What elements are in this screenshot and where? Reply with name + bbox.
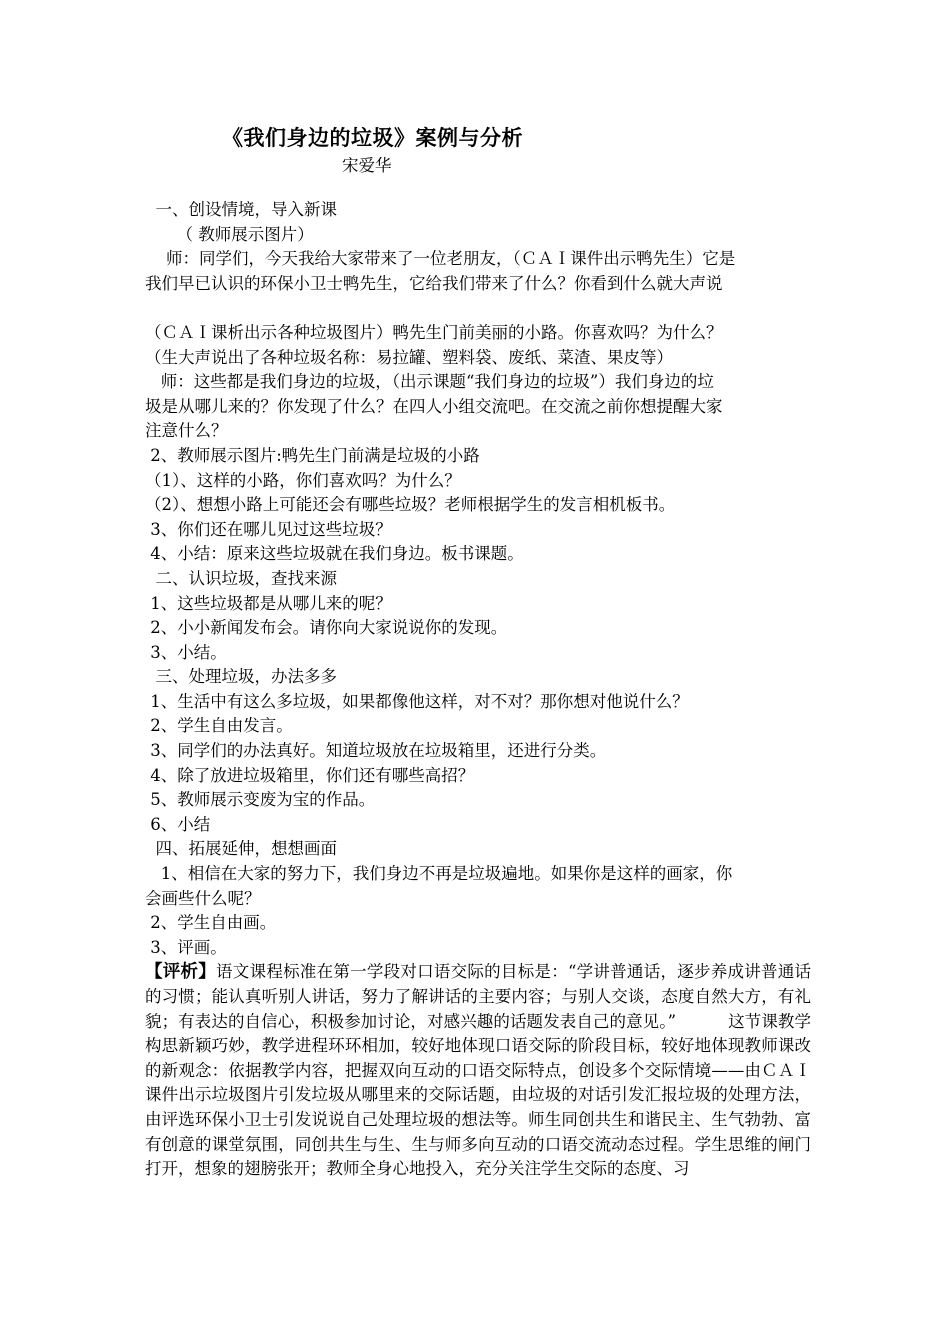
text-line xyxy=(145,296,811,321)
review-heading: 【评析】 xyxy=(145,962,217,983)
text-line: 6、小结 xyxy=(145,814,211,834)
text-line: （1）、这样的小路，你们喜欢吗？为什么？ xyxy=(145,470,461,490)
text-line: 3、你们还在哪儿见过这些垃圾？ xyxy=(145,519,392,539)
text-line: （2）、想想小路上可能还会有哪些垃圾？老师根据学生的发言相机板书。 xyxy=(145,495,676,515)
text-line: 3、同学们的办法真好。知道垃圾放在垃圾箱里，还进行分类。 xyxy=(145,741,607,761)
text-line: 2、学生自由发言。 xyxy=(145,716,293,736)
text-line: （ＣＡＩ课析出示各种垃圾图片）鸭先生门前美丽的小路。你喜欢吗？为什么？ xyxy=(145,322,723,342)
text-line: 我们早已认识的环保小卫士鸭先生，它给我们带来了什么？你看到什么就大声说 xyxy=(145,273,723,293)
text-line: 5、教师展示变废为宝的作品。 xyxy=(145,790,376,810)
text-line: 1、这些垃圾都是从哪儿来的呢？ xyxy=(145,593,392,613)
review-text-part2: 这节课教学构思新颖巧妙，教学进程环环相加，较好地体现口语交际的阶段目标，较好地体现教师课改的新观念：依据教学内容，把握双向互动的口语交际特点，创设多个交际情境——由ＣＡＩ课件出示垃圾图片引发垃圾从哪里来的交际话题，由垃圾的对话引发汇报垃圾的处理方法，由评选环保小卫士引发说说自己处理垃圾的想法等。师生同创共生和谐民主、生气勃勃、富有创意的课堂氛围，同创共生与生、生与师多向互动的口语交流动态过程。学生思维的闸门打开，想象的翅膀张开；教师全身心地投入，充分关注学生交际的态度、习 xyxy=(145,1011,812,1179)
text-line: 三、处理垃圾，办法多多 xyxy=(145,667,337,687)
text-line: 1、生活中有这么多垃圾，如果都像他这样，对不对？那你想对他说什么？ xyxy=(145,691,689,711)
text-line: 3、评画。 xyxy=(145,937,227,957)
text-line: 师：同学们，今天我给大家带来了一位老朋友，（ＣＡＩ课件出示鸭先生）它是 xyxy=(145,249,736,269)
text-line: （生大声说出了各种垃圾名称：易拉罐、塑料袋、废纸、菜渣、果皮等） xyxy=(145,347,673,367)
text-line: （ 教师展示图片） xyxy=(145,224,314,244)
document-body xyxy=(145,198,811,1182)
text-line: 圾是从哪儿来的？你发现了什么？在四人小组交流吧。在交流之前你想提醒大家 xyxy=(145,396,723,416)
text-line: 3、小结。 xyxy=(145,642,227,662)
text-line: 4、除了放进垃圾箱里，你们还有哪些高招？ xyxy=(145,765,475,785)
text-line: 2、小小新闻发布会。请你向大家说说你的发现。 xyxy=(145,618,508,638)
text-line: 1、相信在大家的努力下，我们身边不再是垃圾遍地。如果你是这样的画家，你 xyxy=(145,864,733,884)
document-author: 宋爱华 xyxy=(342,156,392,175)
text-line: 师：这些都是我们身边的垃圾，（出示课题“我们身边的垃圾”）我们身边的垃 xyxy=(145,372,714,392)
text-line: 二、认识垃圾，查找来源 xyxy=(145,568,337,588)
lesson-steps xyxy=(145,198,811,960)
review-text-part1: 语文课程标准在第一学段对口语交际的目标是：“学讲普通话，逐步养成讲普通话的习惯；能认真听别人讲话，努力了解讲话的主要内容；与别人交谈，态度自然大方，有礼貌；有表达的自信心，积极参加讨论，对感兴趣的话题发表自己的意见。” xyxy=(145,962,812,1031)
document-title: 《我们身边的垃圾》案例与分析 xyxy=(222,125,523,150)
review-paragraph xyxy=(145,960,811,1181)
text-line: 2、学生自由画。 xyxy=(145,913,277,933)
text-line: 四、拓展延伸，想想画面 xyxy=(145,839,337,859)
text-line: 会画些什么呢？ xyxy=(145,888,261,908)
text-line: 注意什么？ xyxy=(145,421,228,441)
text-line: 2、教师展示图片:鸭先生门前满是垃圾的小路 xyxy=(145,445,480,465)
text-line: 一、创设情境，导入新课 xyxy=(145,200,337,219)
text-line: 4、小结：原来这些垃圾就在我们身边。板书课题。 xyxy=(145,544,524,564)
